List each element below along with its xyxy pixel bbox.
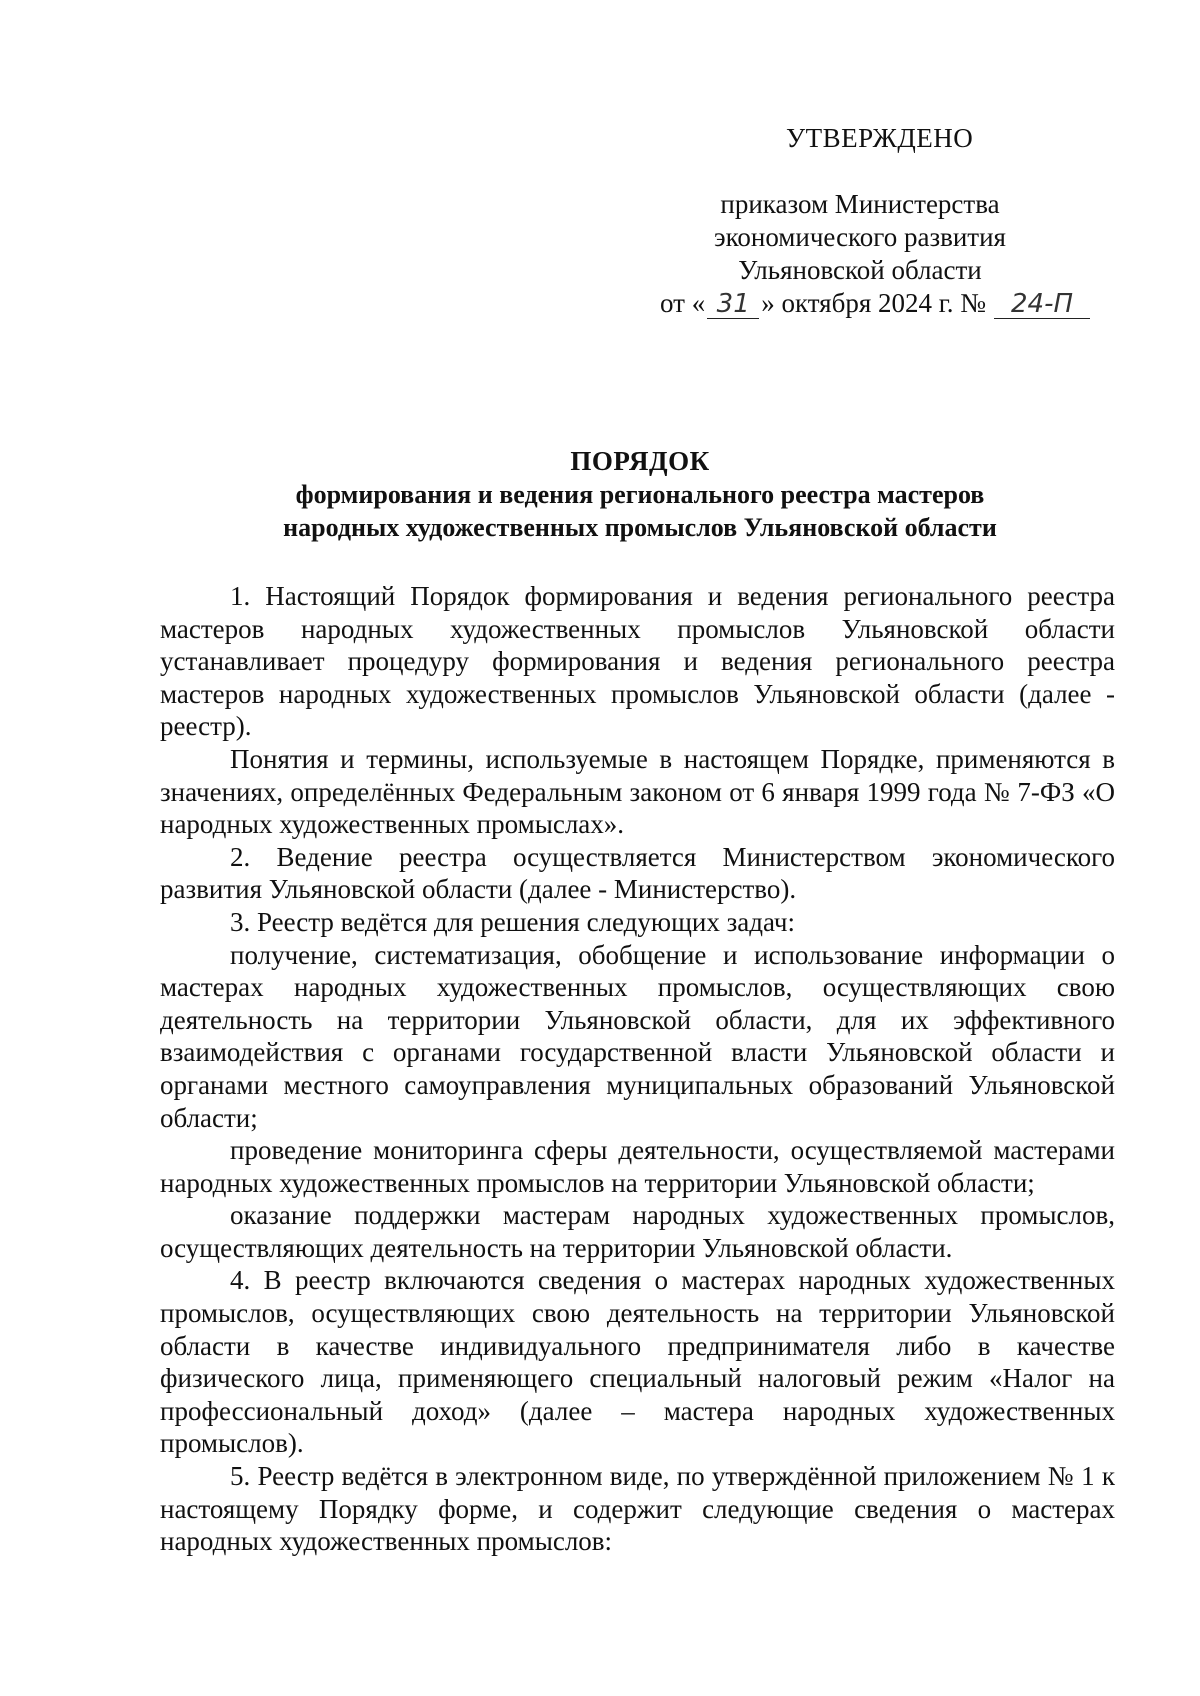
paragraph-4: 3. Реестр ведётся для решения следующих задач: xyxy=(230,906,795,937)
approval-line-1: приказом Министерства xyxy=(720,189,1000,219)
date-prefix: от « xyxy=(660,288,706,318)
approval-order-lines xyxy=(660,188,1060,287)
approved-stamp-text: УТВЕРЖДЕНО xyxy=(786,123,974,153)
paragraph-7: оказание поддержки мастерам народных художественных промыслов, осуществляющих деятельность на территории Ульяновской области. xyxy=(160,1200,1115,1263)
paragraph-9: 5. Реестр ведётся в электронном виде, по утверждённой приложением № 1 к настоящему Порядку форме, и содержит следующие сведения о мастерах народных художественных промыслов: xyxy=(160,1461,1115,1557)
paragraph-2: Понятия и термины, используемые в настоящем Порядке, применяются в значениях, определённых Федеральным законом от 6 января 1999 года № 7-ФЗ «О народных художественных промыслах». xyxy=(160,743,1115,840)
document-body xyxy=(160,580,1115,1558)
approval-line-3: Ульяновской области xyxy=(738,255,982,285)
handwritten-day: 31 xyxy=(707,290,759,319)
paragraph-3: 2. Ведение реестра осуществляется Министерством экономического развития Ульяновской области (далее - Министерство). xyxy=(160,841,1115,905)
title-line-2: народных художественных промыслов Ульяновской области xyxy=(283,513,997,542)
paragraph-1: 1. Настоящий Порядок формирования и ведения регионального реестра мастеров народных художественных промыслов Ульяновской области устанавливает процедуру формирования и ведения регионального реестра мастеров народных художественных промыслов Ульяновской области (далее - реестр). xyxy=(160,581,1115,742)
title-main: ПОРЯДОК xyxy=(570,446,710,476)
handwritten-order-number: 24-П xyxy=(994,290,1090,319)
document-title xyxy=(150,445,1130,544)
paragraph-5: получение, систематизация, обобщение и использование информации о мастерах народных художественных промыслов, осуществляющих свою деятельность на территории Ульяновской области, для их эффективного взаимодействия с органами государственной власти Ульяновской области и органами местного самоуправления муниципальных образований Ульяновской области; xyxy=(160,939,1115,1133)
paragraph-8: 4. В реестр включаются сведения о мастерах народных художественных промыслов, осуществляющих свою деятельность на территории Ульяновской области в качестве индивидуального предпринимателя либо в качестве физического лица, применяющего специальный налоговый режим «Налог на профессиональный доход» (далее – мастера народных художественных промыслов). xyxy=(160,1265,1115,1459)
date-middle: » октября 2024 г. № xyxy=(761,288,987,318)
title-line-1: формирования и ведения регионального реестра мастеров xyxy=(295,480,985,509)
paragraph-6: проведение мониторинга сферы деятельности, осуществляемой мастерами народных художественных промыслов на территории Ульяновской области; xyxy=(160,1135,1115,1198)
approval-line-2: экономического развития xyxy=(714,222,1006,252)
approval-date-line xyxy=(660,287,1090,320)
